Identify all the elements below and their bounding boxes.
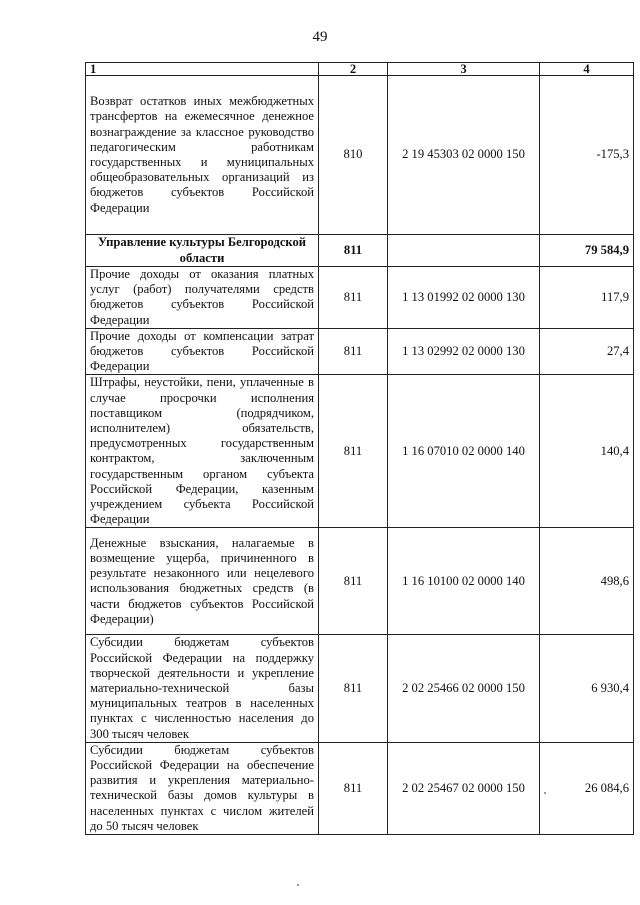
table-row bbox=[86, 267, 634, 329]
row-revenue-code: 2 19 45303 02 0000 150 bbox=[388, 76, 540, 235]
table-row bbox=[86, 528, 634, 635]
section-revenue-code bbox=[388, 235, 540, 267]
row-amount: -175,3 bbox=[540, 76, 634, 235]
column-header-2: 2 bbox=[319, 63, 388, 76]
row-revenue-code: 1 16 10100 02 0000 140 bbox=[388, 528, 540, 635]
row-amount: 117,9 bbox=[540, 267, 634, 329]
row-revenue-code: 1 13 01992 02 0000 130 bbox=[388, 267, 540, 329]
row-admin-code: 811 bbox=[319, 635, 388, 742]
section-row bbox=[86, 235, 634, 267]
table-row bbox=[86, 742, 634, 834]
row-admin-code: 810 bbox=[319, 76, 388, 235]
section-title: Управление культуры Белгородской области bbox=[86, 235, 319, 267]
row-description: Субсидии бюджетам субъектов Российской Федерации на поддержку творческой деятельности и укрепление материально-технической базы муниципальных театров в населенных пунктах с численностью населения до 300 тысяч человек bbox=[86, 635, 319, 742]
table-row bbox=[86, 375, 634, 528]
column-header-3: 3 bbox=[388, 63, 540, 76]
row-description: Прочие доходы от оказания платных услуг (работ) получателями средств бюджетов субъектов Российской Федерации bbox=[86, 267, 319, 329]
table-row bbox=[86, 328, 634, 375]
row-description: Возврат остатков иных межбюджетных трансфертов на ежемесячное денежное вознаграждение за классное руководство педагогическим работникам государственных и муниципальных общеобразовательных организаций из бюджетов субъектов Российской Федерации bbox=[86, 76, 319, 235]
row-amount: 6 930,4 bbox=[540, 635, 634, 742]
row-description: Субсидии бюджетам субъектов Российской Федерации на обеспечение развития и укрепления материально-технической базы домов культуры в населенных пунктах с числом жителей до 50 тысяч человек bbox=[86, 742, 319, 834]
row-amount: 498,6 bbox=[540, 528, 634, 635]
table-row bbox=[86, 76, 634, 235]
column-header-1: 1 bbox=[86, 63, 319, 76]
column-header-row bbox=[86, 63, 634, 76]
row-description: Денежные взыскания, налагаемые в возмещение ущерба, причиненного в результате незаконного или нецелевого использования бюджетных средств (в части бюджетов субъектов Российской Федерации) bbox=[86, 528, 319, 635]
row-revenue-code: 2 02 25467 02 0000 150 bbox=[388, 742, 540, 834]
row-admin-code: 811 bbox=[319, 328, 388, 375]
row-revenue-code: 1 13 02992 02 0000 130 bbox=[388, 328, 540, 375]
row-admin-code: 811 bbox=[319, 528, 388, 635]
row-admin-code: 811 bbox=[319, 742, 388, 834]
row-revenue-code: 1 16 07010 02 0000 140 bbox=[388, 375, 540, 528]
section-amount: 79 584,9 bbox=[540, 235, 634, 267]
row-revenue-code: 2 02 25466 02 0000 150 bbox=[388, 635, 540, 742]
row-amount: 27,4 bbox=[540, 328, 634, 375]
row-admin-code: 811 bbox=[319, 375, 388, 528]
row-description: Штрафы, неустойки, пени, уплаченные в случае просрочки исполнения поставщиком (подрядчиком, исполнителем) обязательств, предусмотренных государственным контрактом, заключенным государственным органом субъекта Российской Федерации, казенным учреждением субъекта Российской Федерации bbox=[86, 375, 319, 528]
section-admin-code: 811 bbox=[319, 235, 388, 267]
row-description: Прочие доходы от компенсации затрат бюджетов субъектов Российской Федерации bbox=[86, 328, 319, 375]
budget-revenue-table bbox=[85, 62, 634, 835]
table-row bbox=[86, 635, 634, 742]
row-amount: 140,4 bbox=[540, 375, 634, 528]
scan-speck bbox=[544, 792, 546, 794]
scan-speck bbox=[297, 884, 299, 886]
page-number: 49 bbox=[312, 29, 328, 45]
row-admin-code: 811 bbox=[319, 267, 388, 329]
column-header-4: 4 bbox=[540, 63, 634, 76]
row-amount: 26 084,6 bbox=[540, 742, 634, 834]
